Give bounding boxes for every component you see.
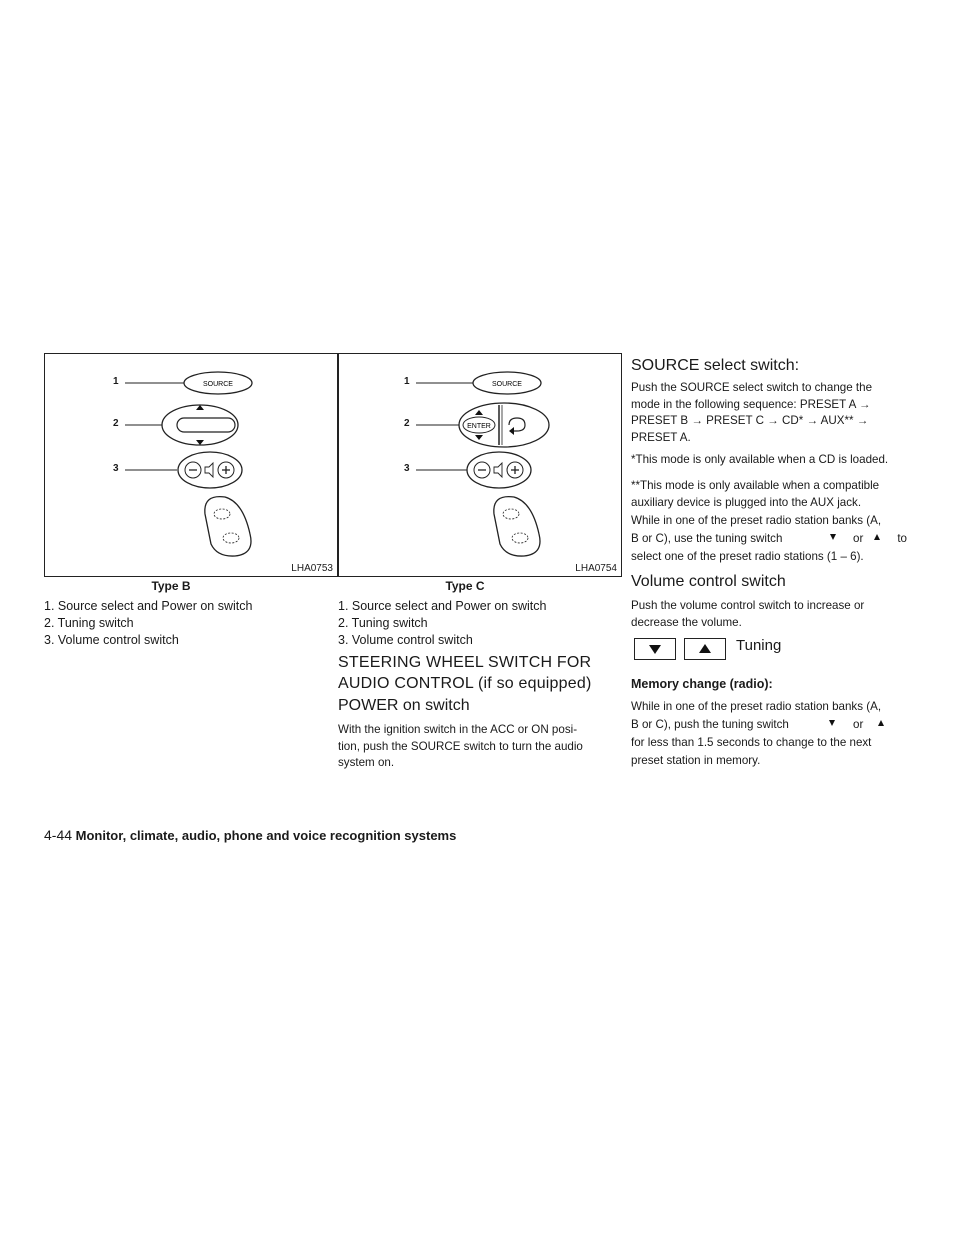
text-line: auxiliary device is plugged into the AUX jack. bbox=[631, 495, 862, 509]
text-line bbox=[631, 716, 907, 734]
figure-caption-type-c: Type C bbox=[445, 579, 485, 593]
lower-pad-shape bbox=[205, 497, 251, 556]
chapter-title: Monitor, climate, audio, phone and voice recognition systems bbox=[75, 828, 457, 843]
text-line: While in one of the preset radio station banks (A, bbox=[631, 700, 882, 713]
text-line: mode in the following sequence: PRESET A → bbox=[631, 397, 871, 411]
page-number: 4-44 bbox=[44, 827, 73, 843]
list-item: 3. Volume control switch bbox=[338, 633, 473, 647]
text-line: tion, push the SOURCE switch to turn the audio bbox=[338, 739, 583, 753]
subheading-memory-change: Memory change (radio): bbox=[631, 677, 773, 691]
tuning-label: Tuning bbox=[736, 637, 782, 654]
note-cd bbox=[631, 452, 907, 469]
tuning-up-icon bbox=[878, 720, 884, 726]
figure-code: LHA0753 bbox=[291, 563, 333, 574]
svg-text:SOURCE: SOURCE bbox=[203, 381, 233, 388]
text-fragment: B or C), push the tuning switch bbox=[631, 718, 789, 731]
text-fragment: B or C), use the tuning switch bbox=[631, 532, 783, 545]
paragraph-source-sequence bbox=[631, 380, 907, 446]
text-line: decrease the volume. bbox=[631, 615, 742, 629]
heading-line: AUDIO CONTROL (if so equipped) bbox=[338, 675, 592, 692]
text-line: PRESET A. bbox=[631, 430, 691, 444]
type-b-switch-diagram bbox=[45, 354, 339, 578]
type-c-switch-diagram bbox=[339, 354, 623, 578]
text-line: With the ignition switch in the ACC or ON posi- bbox=[338, 723, 578, 736]
subheading-power: POWER on switch bbox=[338, 697, 470, 714]
text-line: Push the SOURCE select switch to change the bbox=[631, 381, 873, 394]
callout-1: 1 bbox=[404, 376, 410, 387]
svg-text:ENTER: ENTER bbox=[467, 423, 491, 430]
callout-2: 2 bbox=[404, 418, 410, 429]
text-line: for less than 1.5 seconds to change to the next bbox=[631, 736, 872, 749]
text-line: **This mode is only available when a compatible bbox=[631, 479, 880, 492]
text-line: While in one of the preset radio station banks (A, bbox=[631, 514, 882, 527]
heading-line: STEERING WHEEL SWITCH FOR bbox=[338, 654, 592, 671]
paragraph-memory-change bbox=[631, 698, 907, 770]
tuning-up-icon bbox=[874, 534, 880, 540]
callout-2: 2 bbox=[113, 418, 119, 429]
tuning-up-key bbox=[684, 638, 726, 660]
text-line: Push the volume control switch to increase or bbox=[631, 599, 865, 612]
text-fragment: to bbox=[897, 532, 907, 545]
note-aux bbox=[631, 478, 907, 511]
tuning-down-icon bbox=[829, 720, 835, 726]
paragraph-preset-select bbox=[631, 512, 907, 566]
list-item: 3. Volume control switch bbox=[44, 633, 179, 647]
text-fragment: or bbox=[853, 532, 864, 545]
list-item: 2. Tuning switch bbox=[338, 616, 428, 630]
tuning-up-icon bbox=[699, 644, 711, 653]
text-line: PRESET B → PRESET C → CD* → AUX** → bbox=[631, 414, 869, 427]
tuning-down-icon bbox=[830, 534, 836, 540]
subheading-source-select: SOURCE select switch: bbox=[631, 357, 800, 374]
tuning-down-key bbox=[634, 638, 676, 660]
legend-list-type-c bbox=[338, 598, 546, 649]
paragraph-volume bbox=[631, 598, 907, 631]
text-fragment: or bbox=[853, 718, 864, 731]
figure-type-b bbox=[44, 353, 338, 577]
legend-list-type-b bbox=[44, 598, 252, 649]
svg-text:SOURCE: SOURCE bbox=[492, 381, 522, 388]
page-footer bbox=[44, 827, 456, 843]
figure-type-c bbox=[338, 353, 622, 577]
list-item: 1. Source select and Power on switch bbox=[44, 599, 253, 613]
callout-3: 3 bbox=[404, 463, 410, 474]
list-item: 2. Tuning switch bbox=[44, 616, 134, 630]
list-item: 1. Source select and Power on switch bbox=[338, 599, 547, 613]
text-line bbox=[631, 530, 907, 548]
section-heading-steering bbox=[338, 652, 591, 694]
tuning-down-icon bbox=[649, 645, 661, 654]
figure-caption-type-b: Type B bbox=[151, 579, 191, 593]
callout-3: 3 bbox=[113, 463, 119, 474]
callout-1: 1 bbox=[113, 376, 119, 387]
text-line: *This mode is only available when a CD is loaded. bbox=[631, 453, 889, 466]
text-line: select one of the preset radio stations (1 – 6). bbox=[631, 550, 864, 563]
text-line: system on. bbox=[338, 756, 395, 769]
paragraph-power bbox=[338, 722, 610, 772]
text-line: preset station in memory. bbox=[631, 754, 761, 767]
subheading-volume: Volume control switch bbox=[631, 573, 786, 590]
figure-code: LHA0754 bbox=[575, 563, 617, 574]
